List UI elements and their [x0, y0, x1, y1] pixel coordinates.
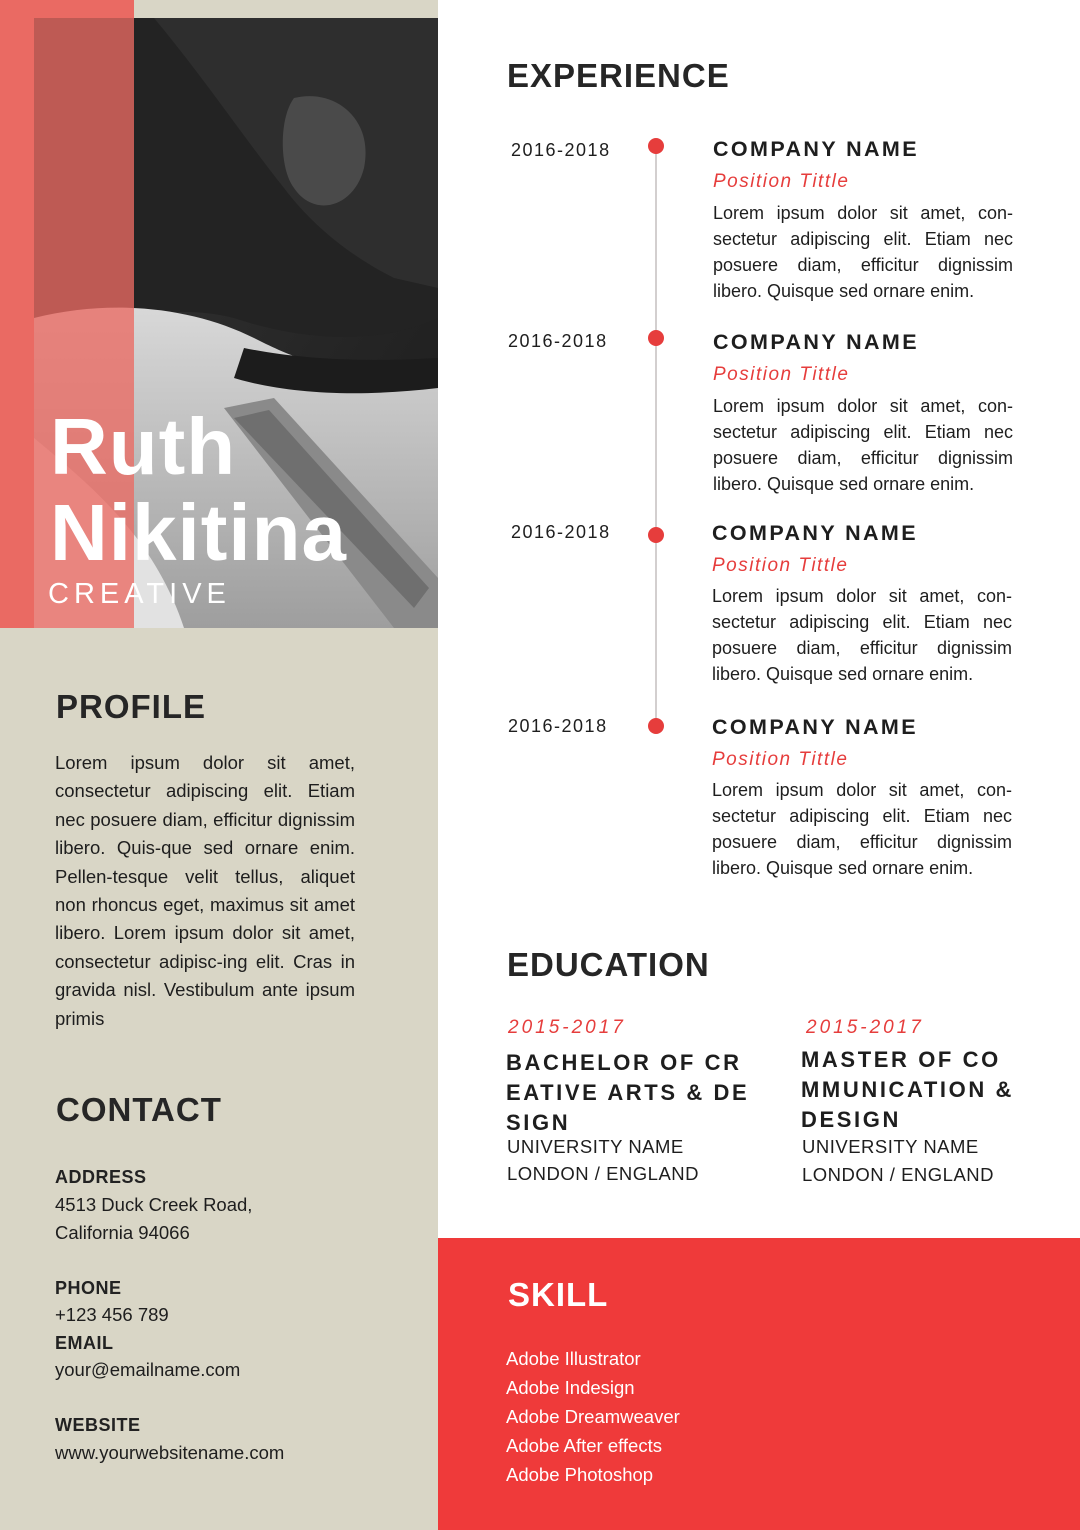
address-label: ADDRESS: [55, 1167, 147, 1187]
education-degree: MASTER OF COMMUNICATION & DESIGN: [801, 1047, 1015, 1132]
timeline-line: [655, 150, 657, 720]
education-years: 2015-2017: [806, 1017, 924, 1038]
role-title: CREATIVE: [48, 578, 231, 610]
experience-company: COMPANY NAME: [712, 715, 918, 739]
timeline-dot: [648, 138, 664, 154]
experience-company: COMPANY NAME: [713, 137, 919, 161]
timeline-dot: [648, 527, 664, 543]
experience-position: Position Tittle: [712, 555, 849, 576]
experience-description: Lorem ipsum dolor sit amet, con-sectetur adipiscing elit. Etiam nec posuere diam, efficitur dignissim libero. Quisque sed ornare enim.: [712, 586, 1012, 684]
education-university: UNIVERSITY NAME: [507, 1136, 684, 1157]
phone-label: PHONE: [55, 1278, 122, 1298]
experience-description: Lorem ipsum dolor sit amet, con-sectetur adipiscing elit. Etiam nec posuere diam, efficitur dignissim libero. Quisque sed ornare enim.: [713, 396, 1013, 494]
education-heading: EDUCATION: [507, 946, 710, 983]
phone-value: +123 456 789: [55, 1304, 169, 1325]
education-location: LONDON / ENGLAND: [507, 1163, 700, 1184]
profile-text: Lorem ipsum dolor sit amet, consectetur adipiscing elit. Etiam nec posuere diam, efficitur dignissim libero. Quis-que sed ornare enim. Pellen-tesque velit tellus, aliquet non rhoncus eget, maximus sit amet libero. Lorem ipsum dolor sit amet, consectetur adipisc-ing elit. Cras in gravida nisl. Vestibulum ante ipsum primis: [55, 752, 355, 1029]
education-degree: BACHELOR OF CREATIVE ARTS & DESIGN: [506, 1050, 750, 1135]
email-label: EMAIL: [55, 1333, 114, 1353]
skill-item: Adobe Photoshop: [506, 1464, 654, 1485]
experience-position: Position Tittle: [712, 749, 849, 770]
website-label: WEBSITE: [55, 1415, 141, 1435]
profile-heading: PROFILE: [56, 688, 207, 725]
skill-item: Adobe Indesign: [506, 1377, 635, 1398]
skill-heading: SKILL: [508, 1276, 609, 1313]
experience-date: 2016-2018: [511, 522, 611, 542]
experience-position: Position Tittle: [713, 171, 850, 192]
experience-company: COMPANY NAME: [712, 521, 918, 545]
skill-item: Adobe After effects: [506, 1435, 662, 1456]
email-value[interactable]: your@emailname.com: [55, 1359, 241, 1380]
experience-position: Position Tittle: [713, 364, 850, 385]
skill-section: [438, 1238, 1080, 1530]
timeline-dot: [648, 718, 664, 734]
education-university: UNIVERSITY NAME: [802, 1136, 979, 1157]
website-value[interactable]: www.yourwebsitename.com: [55, 1442, 285, 1463]
experience-date: 2016-2018: [508, 331, 608, 351]
skill-list: [506, 1344, 680, 1489]
experience-heading: EXPERIENCE: [507, 57, 730, 94]
skill-item: Adobe Illustrator: [506, 1348, 641, 1369]
experience-date: 2016-2018: [508, 716, 608, 736]
last-name: Nikitina: [50, 488, 347, 577]
first-name: Ruth: [50, 402, 237, 491]
skill-item: Adobe Dreamweaver: [506, 1406, 680, 1427]
experience-description: Lorem ipsum dolor sit amet, con-sectetur adipiscing elit. Etiam nec posuere diam, efficitur dignissim libero. Quisque sed ornare enim.: [712, 780, 1012, 878]
address-line-2: California 94066: [55, 1222, 190, 1243]
contact-heading: CONTACT: [56, 1091, 222, 1128]
experience-description: Lorem ipsum dolor sit amet, con-sectetur adipiscing elit. Etiam nec posuere diam, efficitur dignissim libero. Quisque sed ornare enim.: [713, 203, 1013, 301]
education-years: 2015-2017: [508, 1017, 626, 1038]
education-location: LONDON / ENGLAND: [802, 1164, 995, 1185]
experience-date: 2016-2018: [511, 140, 611, 160]
timeline-dot: [648, 330, 664, 346]
experience-company: COMPANY NAME: [713, 330, 919, 354]
address-line-1: 4513 Duck Creek Road,: [55, 1194, 253, 1215]
